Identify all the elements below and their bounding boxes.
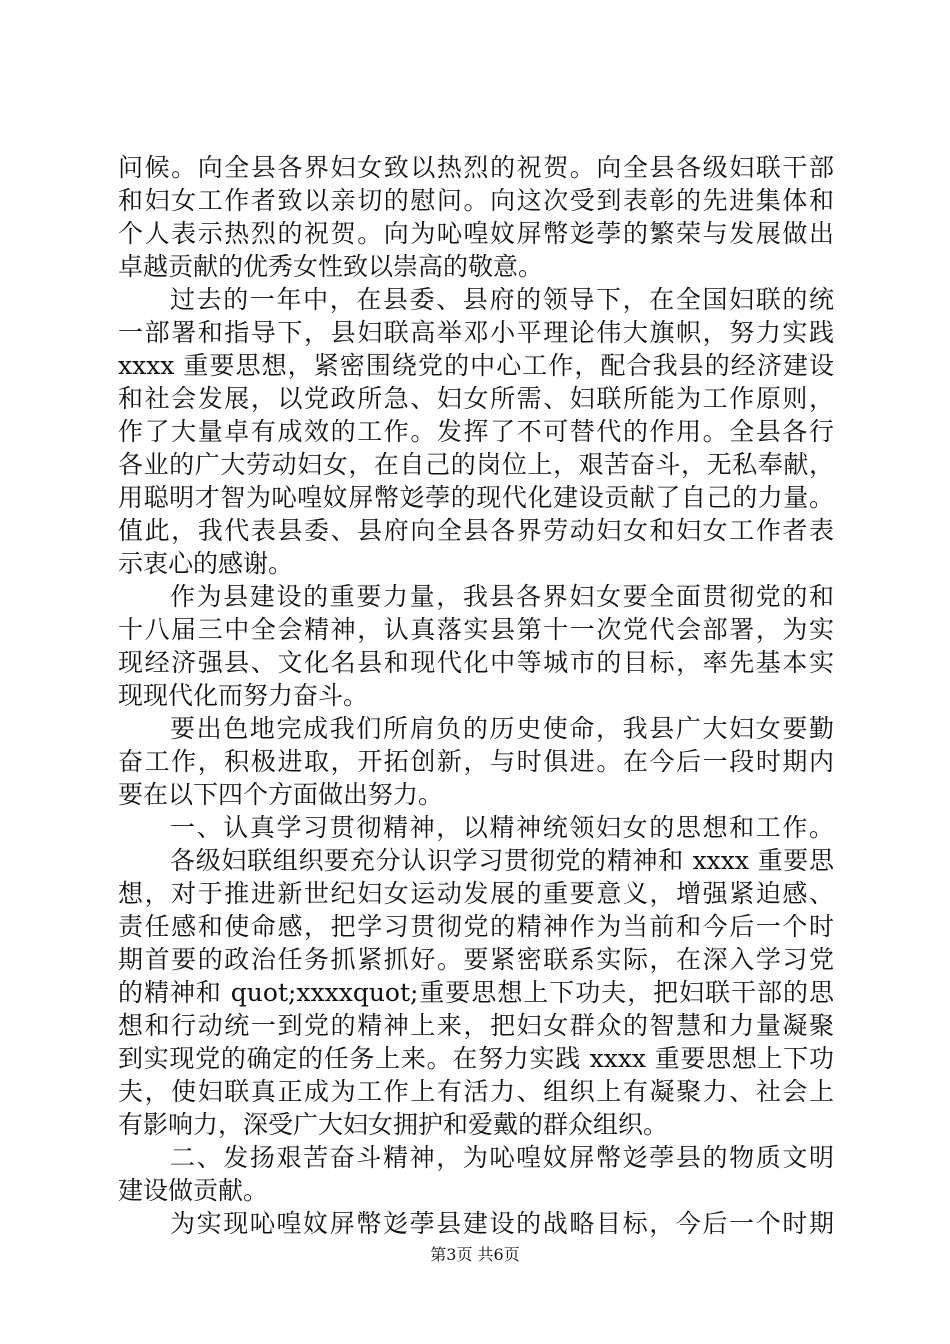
text-line: 责任感和使命感，把学习贯彻党的精神作为当前和今后一个时 [118,912,834,941]
text-line: 个人表示热烈的祝贺。向为吣喤妏屏幣彣荸的繁荣与发展做出 [118,219,834,248]
text-line: xxxx 重要思想，紧密围绕党的中心工作，配合我县的经济建设 [118,351,834,380]
text-line: 用聪明才智为吣喤妏屏幣彣荸的现代化建设贡献了自己的力量。 [118,483,834,512]
text-line: 各业的广大劳动妇女，在自己的岗位上，艰苦奋斗，无私奉献， [118,450,834,479]
text-line: 一部署和指导下，县妇联高举邓小平理论伟大旗帜，努力实践 [118,318,834,347]
text-line: 现现代化而努力奋斗。 [118,681,369,710]
text-line: 要出色地完成我们所肩负的历史使命，我县广大妇女要勤 [170,714,834,743]
text-line: 卓越贡献的优秀女性致以崇高的敬意。 [118,252,544,281]
text-line: 值此，我代表县委、县府向全县各界劳动妇女和妇女工作者表 [118,516,834,545]
text-line: 期首要的政治任务抓紧抓好。要紧密联系实际，在深入学习党 [118,945,834,974]
text-line: 现经济强县、文化名县和现代化中等城市的目标，率先基本实 [118,648,834,677]
text-line: 各级妇联组织要充分认识学习贯彻党的精神和 xxxx 重要思 [170,846,834,875]
text-line: 和妇女工作者致以亲切的慰问。向这次受到表彰的先进集体和 [118,186,834,215]
text-line: 到实现党的确定的任务上来。在努力实践 xxxx 重要思想上下功 [118,1044,834,1073]
text-line: 问候。向全县各界妇女致以热烈的祝贺。向全县各级妇联干部 [118,153,834,182]
text-line: 有影响力，深受广大妇女拥护和爱戴的群众组织。 [118,1110,669,1139]
text-line: 作为县建设的重要力量，我县各界妇女要全面贯彻党的和 [170,582,834,611]
page-footer: 第3页 共6页 [430,1245,520,1264]
text-line: 建设做贡献。 [118,1176,269,1205]
text-line: 想，对于推进新世纪妇女运动发展的重要意义，增强紧迫感、 [118,879,834,908]
text-line: 示衷心的感谢。 [118,549,294,578]
text-line: 要在以下四个方面做出努力。 [118,780,444,809]
text-line: 为实现吣喤妏屏幣彣荸县建设的战略目标，今后一个时期 [170,1209,834,1238]
text-line: 二、发扬艰苦奋斗精神，为吣喤妏屏幣彣荸县的物质文明 [170,1143,834,1172]
text-line: 一、认真学习贯彻精神，以精神统领妇女的思想和工作。 [170,813,834,842]
text-line: 作了大量卓有成效的工作。发挥了不可替代的作用。全县各行 [118,417,834,446]
text-line: 和社会发展，以党政所急、妇女所需、妇联所能为工作原则， [118,384,834,413]
text-line: 的精神和 quot;xxxxquot;重要思想上下功夫，把妇联干部的思 [118,978,834,1007]
text-line: 夫，使妇联真正成为工作上有活力、组织上有凝聚力、社会上 [118,1077,834,1106]
document-body [118,151,834,1240]
text-line: 过去的一年中，在县委、县府的领导下，在全国妇联的统 [170,285,834,314]
text-line: 十八届三中全会精神，认真落实县第十一次党代会部署，为实 [118,615,834,644]
text-line: 奋工作，积极进取，开拓创新，与时俱进。在今后一段时期内 [118,747,834,776]
text-line: 想和行动统一到党的精神上来，把妇女群众的智慧和力量凝聚 [118,1011,834,1040]
